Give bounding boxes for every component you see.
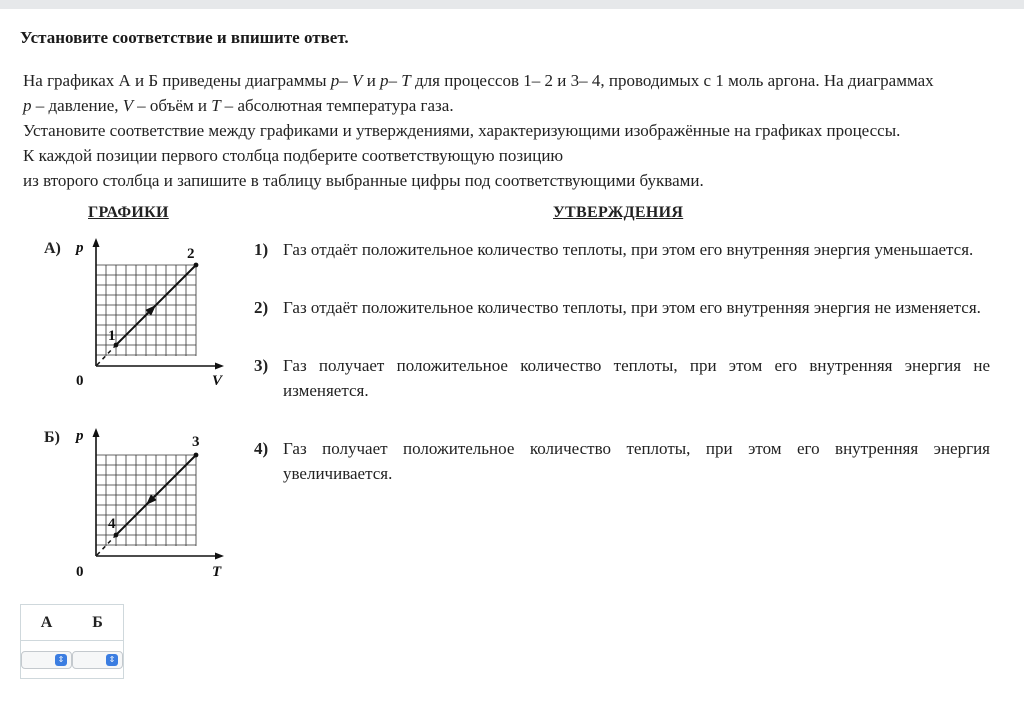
statement-number: 1) [254,240,269,259]
statement-item [254,436,990,486]
intro-instructions-3: из второго столбца и запишите в таблицу выбранные цифры под соответствующими буквами. [23,171,704,190]
graph-b-point-start [114,533,119,538]
intro-line-2 [23,93,1008,118]
answer-a-select[interactable] [21,651,72,669]
intro-v: V – [122,96,146,115]
graph-a-origin-label: 0 [76,373,84,389]
answer-table [20,604,124,679]
answer-column-a-header: А [40,614,53,631]
task-title: Установите соответствие и впишите ответ. [20,28,349,47]
intro-text: давление, [44,96,123,115]
statement-number: 2) [254,298,269,317]
answer-column-b-header: Б [92,614,103,631]
intro-p: p – [23,96,45,115]
answer-table-row [21,641,123,679]
statement-number: 3) [254,356,269,375]
task-intro [23,68,1008,193]
statement-item [254,295,990,320]
statement-text: Газ получает положительное количество теплоты, при этом его внутренняя энергия не изменяется. [283,356,990,400]
statements-column-heading: УТВЕРЖДЕНИЯ [553,204,684,221]
graph-a-point-1-label: 1 [108,328,116,344]
graph-a-label: А) [44,240,61,257]
intro-text: На графиках А и Б приведены диаграммы [23,71,331,90]
statement-text: Газ отдаёт положительное количество теплоты, при этом его внутренняя энергия не изменяется. [283,298,981,317]
answer-table-header [21,605,123,641]
intro-pv: p– V [330,71,363,90]
graph-a-point-2-label: 2 [187,246,195,262]
intro-instructions: Установите соответствие между графиками и утверждениями, характеризующими изображённые на графиках процессы. [23,121,901,140]
graph-b-origin-label: 0 [76,564,84,580]
graph-b-y-axis-label: p [76,428,84,444]
graph-b-point-4-label: 4 [108,516,116,532]
select-chevron-icon: ⇕ [106,654,118,666]
intro-text: и [362,71,381,90]
select-chevron-icon: ⇕ [55,654,67,666]
intro-t: T – [211,96,234,115]
statement-number: 4) [254,439,269,458]
graph-b-point-3-label: 3 [192,434,200,450]
answer-cell-b [72,651,123,669]
intro-pt: p– T [380,71,411,90]
top-bar [0,0,1024,9]
intro-line-1 [23,68,1008,93]
graph-b-point-end [194,453,199,458]
intro-text: для процессов 1– 2 и 3– 4, проводимых с 1 моль аргона. На диаграммах [410,71,934,90]
answer-b-select[interactable] [72,651,123,669]
graph-a-point-end [194,263,199,268]
graph-a-y-axis-label: p [76,240,84,256]
graph-a [70,232,235,390]
statement-text: Газ отдаёт положительное количество теплоты, при этом его внутренняя энергия уменьшается. [283,240,974,259]
graphs-column-heading: ГРАФИКИ [88,204,169,221]
graph-b-x-axis-label: T [212,564,222,580]
answer-cell-a [21,651,72,669]
intro-text: объём и [145,96,212,115]
graph-b-label: Б) [44,429,60,446]
statement-item [254,237,990,262]
statements-list [254,237,990,519]
statement-text: Газ получает положительное количество теплоты, при этом его внутренняя энергия увеличивается. [283,439,990,483]
graph-b [70,424,235,582]
intro-text: абсолютная температура газа. [233,96,454,115]
statement-item [254,353,990,403]
intro-instructions-2: К каждой позиции первого столбца подберите соответствующую позицию [23,146,564,165]
graph-a-x-axis-label: V [212,373,223,389]
